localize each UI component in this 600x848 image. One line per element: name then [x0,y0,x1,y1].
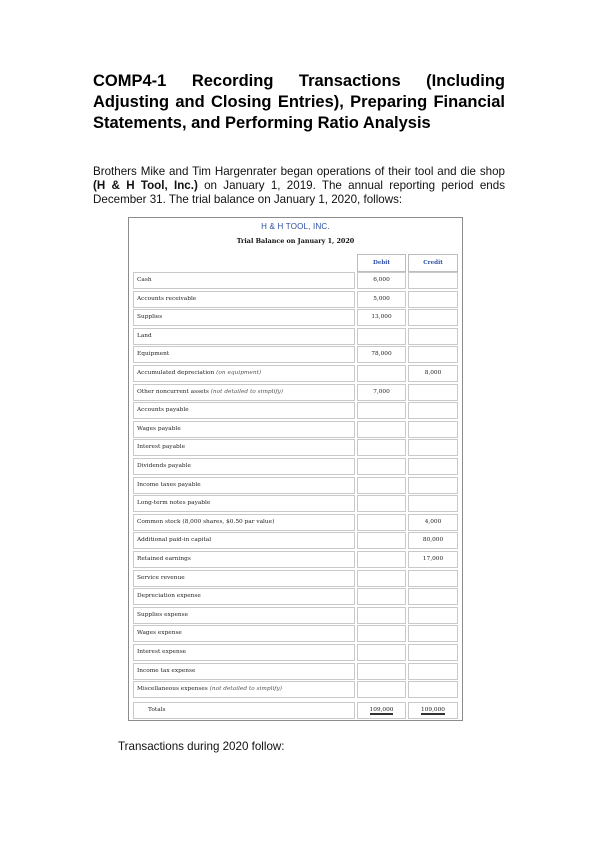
account-name [133,458,355,475]
table-row [133,663,458,680]
debit-cell [357,681,406,698]
account-label: Supplies expense [137,611,189,618]
credit-cell [408,346,458,363]
credit-cell [408,402,458,419]
account-label: Income taxes payable [137,481,201,488]
account-label: Equipment [137,351,170,358]
credit-cell [408,291,458,308]
account-name [133,309,355,326]
trial-balance-table [128,217,463,721]
debit-cell [357,532,406,549]
company-name-bold: (H & H Tool, Inc.) [93,179,198,192]
debit-cell [357,477,406,494]
debit-cell [357,421,406,438]
account-name [133,272,355,289]
table-row [133,532,458,549]
account-name [133,402,355,419]
debit-cell [357,644,406,661]
table-row [133,439,458,456]
table-row [133,607,458,624]
debit-cell: 78,000 [357,346,406,363]
totals-label: Totals [133,702,355,719]
table-row [133,495,458,512]
credit-cell [408,272,458,289]
table-row [133,477,458,494]
account-label: Supplies [137,314,163,321]
table-row [133,514,458,531]
debit-cell [357,663,406,680]
account-label: Common stock (8,000 shares, $0.50 par value) [137,518,275,525]
table-row [133,625,458,642]
credit-cell: 8,000 [408,365,458,382]
account-label: Additional paid-in capital [137,537,212,544]
account-name [133,551,355,568]
debit-cell [357,607,406,624]
debit-column-header: Debit [357,254,406,272]
account-name [133,439,355,456]
account-label: Interest expense [137,649,187,655]
trial-balance-company: H & H TOOL, INC. [261,222,330,231]
debit-cell [357,328,406,345]
credit-cell [408,625,458,642]
credit-cell [408,477,458,494]
table-row [133,644,458,661]
credit-cell [408,384,458,401]
problem-title: COMP4-1 Recording Transactions (Including Adjusting and Closing Entries), Preparing Financial Statements, and Performing Ratio Analysis [93,72,505,132]
table-row [133,588,458,605]
credit-cell [408,588,458,605]
account-name [133,346,355,363]
account-note: (on equipment) [216,370,262,376]
credit-cell [408,570,458,587]
debit-cell [357,588,406,605]
intro-paragraph [93,165,505,207]
table-row [133,458,458,475]
credit-cell [408,607,458,624]
table-row [133,681,458,698]
debit-cell [357,514,406,531]
account-label: Depreciation expense [137,593,201,600]
account-name [133,607,355,624]
credit-column-header: Credit [408,254,458,272]
table-row [133,551,458,568]
debit-total: 109,000 [369,706,394,713]
account-label: Accumulated depreciation [137,370,217,376]
intro-text-after: on January 1, 2019. The annual reporting period ends December 31. The trial balance on January 1, 2020, follows: [93,179,505,206]
account-name [133,532,355,549]
debit-cell: 13,000 [357,309,406,326]
debit-total-cell [357,702,406,719]
intro-text-before: Brothers Mike and Tim Hargenrater began operations of their tool and die shop [93,165,505,178]
table-row [133,272,458,289]
table-row [133,402,458,419]
account-label: Land [137,332,152,339]
credit-cell [408,421,458,438]
table-row [133,328,458,345]
account-label: Cash [137,277,152,283]
credit-total-cell [408,702,458,719]
table-row [133,365,458,382]
account-label: Retained earnings [137,556,191,562]
debit-cell [357,495,406,512]
debit-cell [357,365,406,382]
account-label: Dividends payable [137,463,191,469]
credit-cell [408,681,458,698]
account-name [133,570,355,587]
debit-cell [357,625,406,642]
account-name [133,663,355,680]
totals-row [133,702,458,719]
account-name [133,495,355,512]
account-note: (not detailed to simplify) [209,686,282,693]
credit-cell [408,309,458,326]
credit-cell [408,495,458,512]
account-label: Service revenue [137,574,185,581]
table-row [133,421,458,438]
credit-cell [408,644,458,661]
account-note: (not detailed to simplify) [210,388,284,395]
account-label: Interest payable [137,444,186,451]
debit-cell [357,439,406,456]
table-row [133,291,458,308]
transactions-intro: Transactions during 2020 follow: [118,740,285,753]
account-name [133,421,355,438]
credit-total: 109,000 [421,706,445,713]
table-row [133,346,458,363]
credit-cell: 80,000 [408,532,458,549]
table-row [133,309,458,326]
account-name [133,328,355,345]
account-label: Wages expense [137,630,182,637]
debit-cell [357,458,406,475]
account-name [133,384,355,401]
credit-cell [408,663,458,680]
account-name [133,365,355,382]
account-label: Other noncurrent assets [137,388,211,395]
credit-cell [408,458,458,475]
trial-balance-subtitle: Trial Balance on January 1, 2020 [236,237,355,245]
debit-cell: 6,000 [357,272,406,289]
account-label: Accounts receivable [137,295,197,302]
table-row [133,570,458,587]
account-name [133,681,355,698]
account-name [133,644,355,661]
account-label: Long-term notes payable [137,500,211,507]
credit-cell: 4,000 [408,514,458,531]
account-name [133,291,355,308]
account-name [133,477,355,494]
debit-cell [357,551,406,568]
account-label: Wages payable [137,425,181,432]
credit-cell [408,328,458,345]
account-name [133,625,355,642]
debit-cell [357,570,406,587]
debit-cell: 5,000 [357,291,406,308]
debit-cell [357,402,406,419]
account-label: Accounts payable [137,407,189,414]
table-row [133,384,458,401]
credit-cell [408,439,458,456]
account-label: Income tax expense [137,667,196,674]
credit-cell: 17,000 [408,551,458,568]
debit-cell: 7,000 [357,384,406,401]
account-name [133,588,355,605]
account-name [133,514,355,531]
account-label: Miscellaneous expenses [137,686,210,693]
